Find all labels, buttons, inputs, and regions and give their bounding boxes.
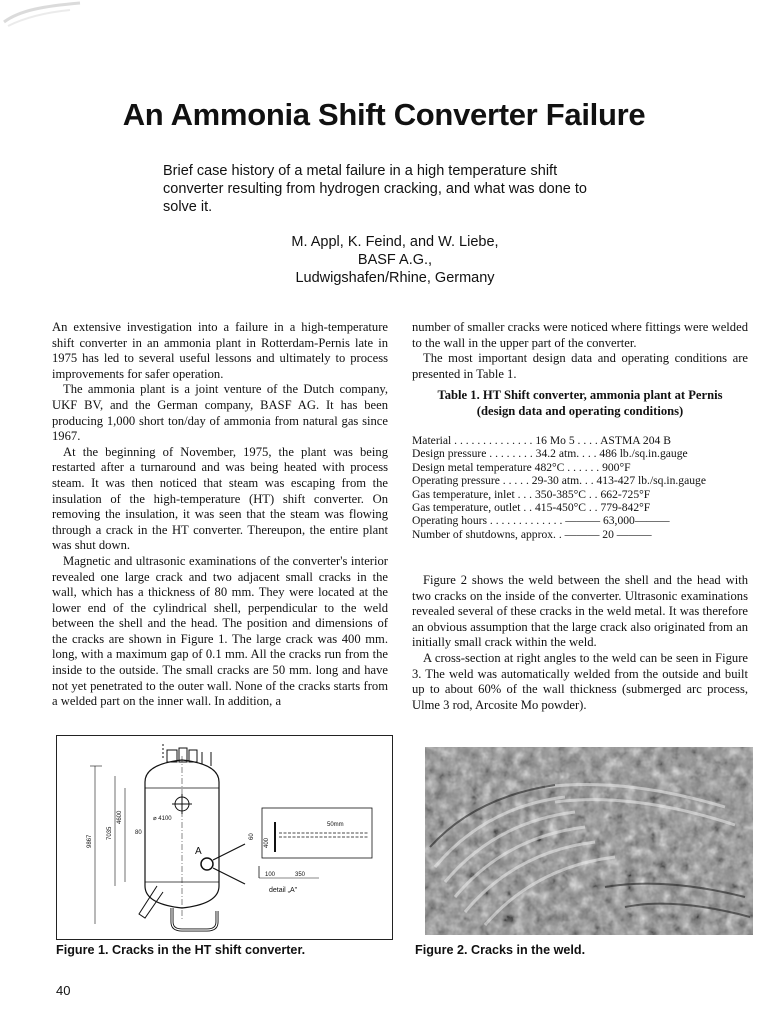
author-location: Ludwigshafen/Rhine, Germany: [295, 270, 495, 286]
detail-100-label: 100: [265, 872, 276, 878]
detail-60-label: 60: [249, 833, 255, 840]
paragraph: An extensive investigation into a failure in a high-temperature shift converter in an ammonia plant in Rotterdam-Pernis late in 1975 has led to several useful lessons and ultimately to process improvements for safer operation.: [52, 320, 388, 381]
paragraph: The ammonia plant is a joint venture of the Dutch company, UKF BV, and the German company, BASF AG. It has been producing 1,000 short ton/day of ammonia from natural gas since 1967.: [52, 382, 388, 444]
converter-schematic: [57, 736, 392, 939]
detail-400-label: 400: [264, 837, 270, 848]
marker-a-label: A: [195, 846, 202, 857]
paragraph: The most important design data and operating conditions are presented in Table 1.: [412, 351, 748, 381]
scan-smudge: [0, 0, 90, 30]
table-row: Number of shutdowns, approx. . ——— 20 ———: [412, 527, 652, 541]
detail-50mm-label: 50mm: [327, 822, 344, 828]
page-number: 40: [56, 983, 71, 998]
left-column: [52, 320, 388, 710]
table-row: Gas temperature, outlet . . 415-450°C . . 779-842°F: [412, 501, 651, 515]
figure-1-drawing: [56, 735, 393, 940]
article-title: An Ammonia Shift Converter Failure: [122, 97, 646, 132]
dim-left-label: 9867: [87, 834, 93, 848]
design-data-table: [412, 434, 706, 541]
table-row: Gas temperature, inlet . . . 350-385°C . . 662-725°F: [412, 487, 651, 501]
dim-mid-label: 7035: [107, 826, 113, 840]
figure-1-caption: Figure 1. Cracks in the HT shift converter.: [56, 943, 306, 957]
paragraph: A cross-section at right angles to the weld can be seen in Figure 3. The weld was automatically welded from the outside and built up to about 60% of the wall thickness (submerged arc process, Ulme 3 rod, Arcosite Mo powder).: [412, 650, 748, 712]
detail-350-label: 350: [295, 872, 306, 878]
table-row: Operating hours . . . . . . . . . . . . . ——— 63,000———: [412, 514, 670, 528]
table-row: Design pressure . . . . . . . . 34.2 atm. . . . 486 lb./sq.in.gauge: [412, 447, 688, 461]
right-column-bottom: [412, 573, 748, 713]
weld-photo-texture: [425, 747, 753, 935]
author-company: BASF A.G.,: [357, 252, 433, 268]
right-column-top: [412, 320, 748, 382]
table-row: Design metal temperature 482°C . . . . . . 900°F: [412, 460, 631, 474]
article-abstract: Brief case history of a metal failure in a high temperature shift converter resulting from hydrogen cracking, and what was done to solve it.: [163, 163, 587, 215]
table-row: Operating pressure . . . . . 29-30 atm. . . 413-427 lb./sq.in.gauge: [412, 474, 706, 488]
detail-title-label: detail „A": [269, 887, 298, 894]
table-caption: [412, 388, 748, 419]
small-dim-label: 80: [135, 830, 142, 836]
diameter-label: ⌀ 4100: [153, 816, 172, 822]
table-caption-line1: Table 1. HT Shift converter, ammonia plant at Pernis: [437, 388, 723, 402]
table-row: Material . . . . . . . . . . . . . . 16 Mo 5 . . . . ASTMA 204 B: [412, 434, 671, 447]
paragraph: number of smaller cracks were noticed where fittings were welded to the wall in the upper part of the converter.: [412, 320, 748, 350]
figure-2-caption: Figure 2. Cracks in the weld.: [415, 943, 586, 957]
paragraph: Figure 2 shows the weld between the shell and the head with two cracks on the inside of the converter. Ultrasonic examinations revealed several of these cracks in the weld metal. It was therefore an obvious assumption that the large crack also originated from an initially small crack within the weld.: [412, 573, 748, 650]
paragraph: Magnetic and ultrasonic examinations of the converter's interior revealed one large crack and two adjacent small cracks in the wall, which has a thickness of 80 mm. They were located at the lower end of the cylindrical shell, perpendicular to the weld between the shell and the head. The position and dimensions of the cracks are shown in Figure 1. The large crack was 400 mm. long, with a maximum gap of 0.1 mm. All the cracks run from the inside to the outside. The small cracks are 50 mm. long and have not yet penetrated to the outer wall. None of the cracks starts from a welded part on the inner wall. In addition, a: [52, 553, 388, 709]
author-names: M. Appl, K. Feind, and W. Liebe,: [291, 234, 499, 250]
figure-2-weld-photo: [425, 747, 753, 935]
dim-inner-label: 4600: [117, 810, 123, 824]
paragraph: At the beginning of November, 1975, the plant was being restarted after a turnaround and was being heated with process steam. It was then noticed that steam was escaping from the insulation of the high-temperature (HT) shift converter. On removing the insulation, it was seen that the steam was flowing through a crack in the HT converter. Thereupon, the entire plant was shut down.: [52, 444, 388, 553]
author-block: [230, 233, 560, 287]
table-caption-line2: (design data and operating conditions): [476, 403, 684, 418]
